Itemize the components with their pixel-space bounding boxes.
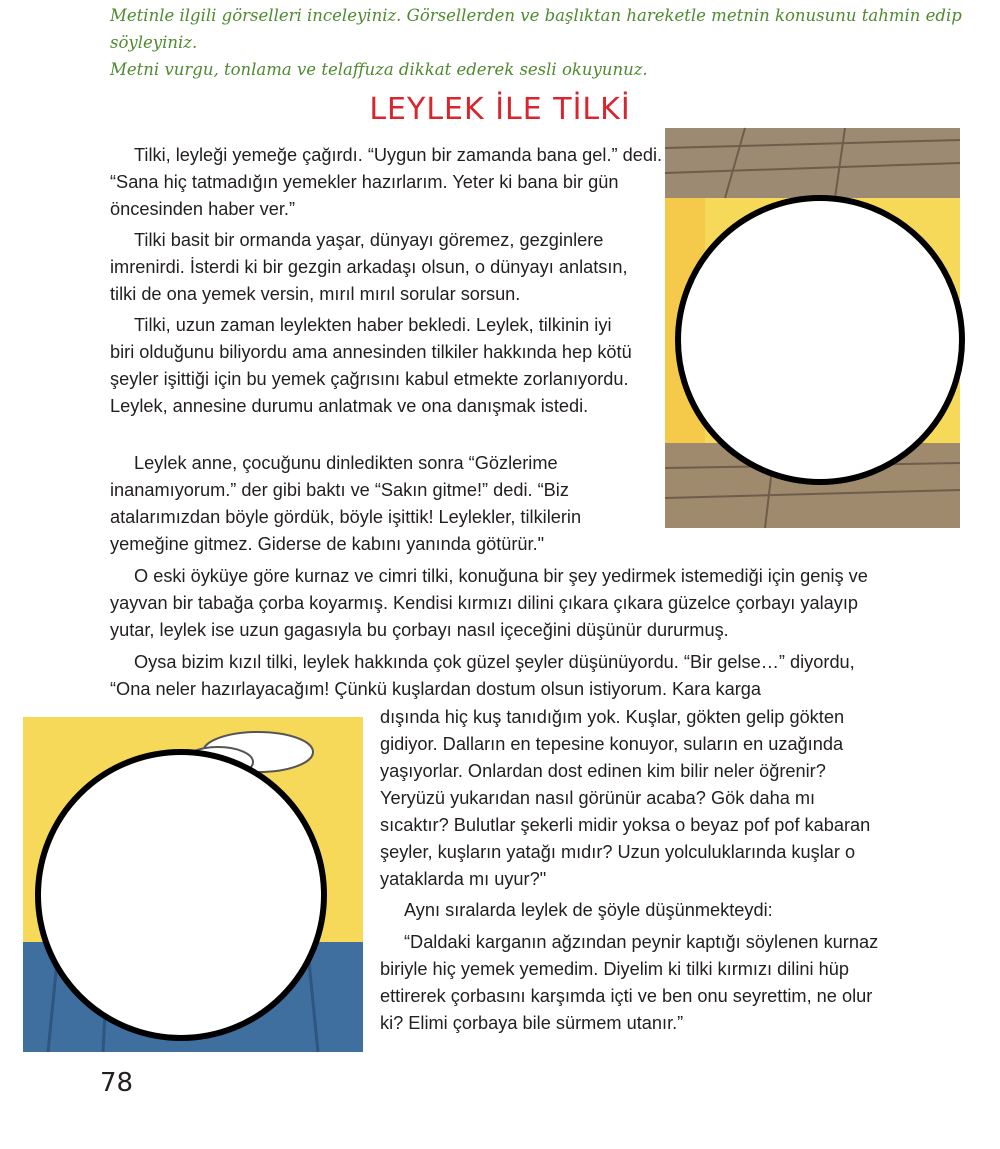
room-scene-image: [655, 118, 967, 538]
page-number: 78: [100, 1068, 134, 1098]
paragraph-8: “Daldaki karganın ağzından peynir kaptığı söylenen kurnaz biriyle hiç yemek yemedim. Diyelim ki tilki kırmızı dilini hüp ettirerek çorbasını karşımda içti ve ben onu seyrettim, ne olur ki? Elimi çorbaya bile sürmem utanır.”: [380, 932, 879, 1033]
illustration-bottom-left: [18, 712, 368, 1057]
paragraph-3: Tilki, uzun zaman leylekten haber bekledi. Leylek, tilkinin iyi biri olduğunu biliyordu ama annesinden tilkiler hakkında hep kötü şeyler işittiği için bu yemek çağrısını kabul etmekte zorlanıyordu. Leylek, annesine durumu anlatmak ve ona danışmak istedi.: [110, 315, 632, 416]
fox-scene-image: [18, 712, 368, 1057]
instruction-2: Metni vurgu, tonlama ve telaffuza dikkat ederek sesli okuyunuz.: [110, 60, 648, 79]
paragraph-6: Oysa bizim kızıl tilki, leylek hakkında çok güzel şeyler düşünüyordu. “Bir gelse…” diyordu, “Ona neler hazırlayacağım! Çünkü kuşlardan dostum olsun istiyorum. Kara karga: [110, 652, 855, 699]
paragraph-7: Aynı sıralarda leylek de şöyle düşünmekteydi:: [404, 900, 773, 920]
blank-circle: [38, 752, 324, 1038]
paragraph-6-continued: dışında hiç kuş tanıdığım yok. Kuşlar, gökten gelip gökten gidiyor. Dalların en tepesine konuyor, suların en uzağında yaşıyorlar. Onlardan dost edinen kim bilir neler öğrenir? Yeryüzü yukarıdan nasıl görünür acaba? Gök daha mı sıcaktır? Bulutlar şekerli midir yoksa o beyaz pof pof kabaran şeyler, kuşların yatağı mıdır? Uzun yolculuklarında kuşlar o yataklarda mı uyur?": [380, 707, 871, 889]
blank-circle: [678, 198, 962, 482]
paragraph-2: Tilki basit bir ormanda yaşar, dünyayı göremez, gezginlere imrenirdi. İsterdi ki bir gezgin arkadaşı olsun, o dünyayı anlatsın, tilki de ona yemek versin, mırıl mırıl sorular sorsun.: [110, 230, 628, 304]
illustration-top-right: [655, 118, 967, 538]
instruction-1: Metinle ilgili görselleri inceleyiniz. Görsellerden ve başlıktan hareketle metnin konusunu tahmin edip söyleyiniz.: [110, 6, 962, 52]
story-title: LEYLEK İLE TİLKİ: [369, 92, 631, 127]
paragraph-4: Leylek anne, çocuğunu dinledikten sonra “Gözlerime inanamıyorum.” der gibi baktı ve “Sakın gitme!” dedi. “Biz atalarımızdan böyle gördük, böyle işittik! Leylekler, tilkilerin yemeğine gitmez. Giderse de kabını yanında götürür.": [110, 453, 582, 554]
paragraph-1: Tilki, leyleği yemeğe çağırdı. “Uygun bir zamanda bana gel.” dedi. “Sana hiç tatmadığın yemekler hazırlarım. Yeter ki bana bir gün öncesinden haber ver.”: [110, 145, 663, 219]
paragraph-5: O eski öyküye göre kurnaz ve cimri tilki, konuğuna bir şey yedirmek istemediği için geniş ve yayvan bir tabağa çorba koyarmış. Kendisi kırmızı dilini çıkara çıkara güzelce çorbayı yalayıp yutar, leylek ise uzun gagasıyla bu çorbayı nasıl içeceğini düşünür dururmuş.: [110, 566, 868, 640]
